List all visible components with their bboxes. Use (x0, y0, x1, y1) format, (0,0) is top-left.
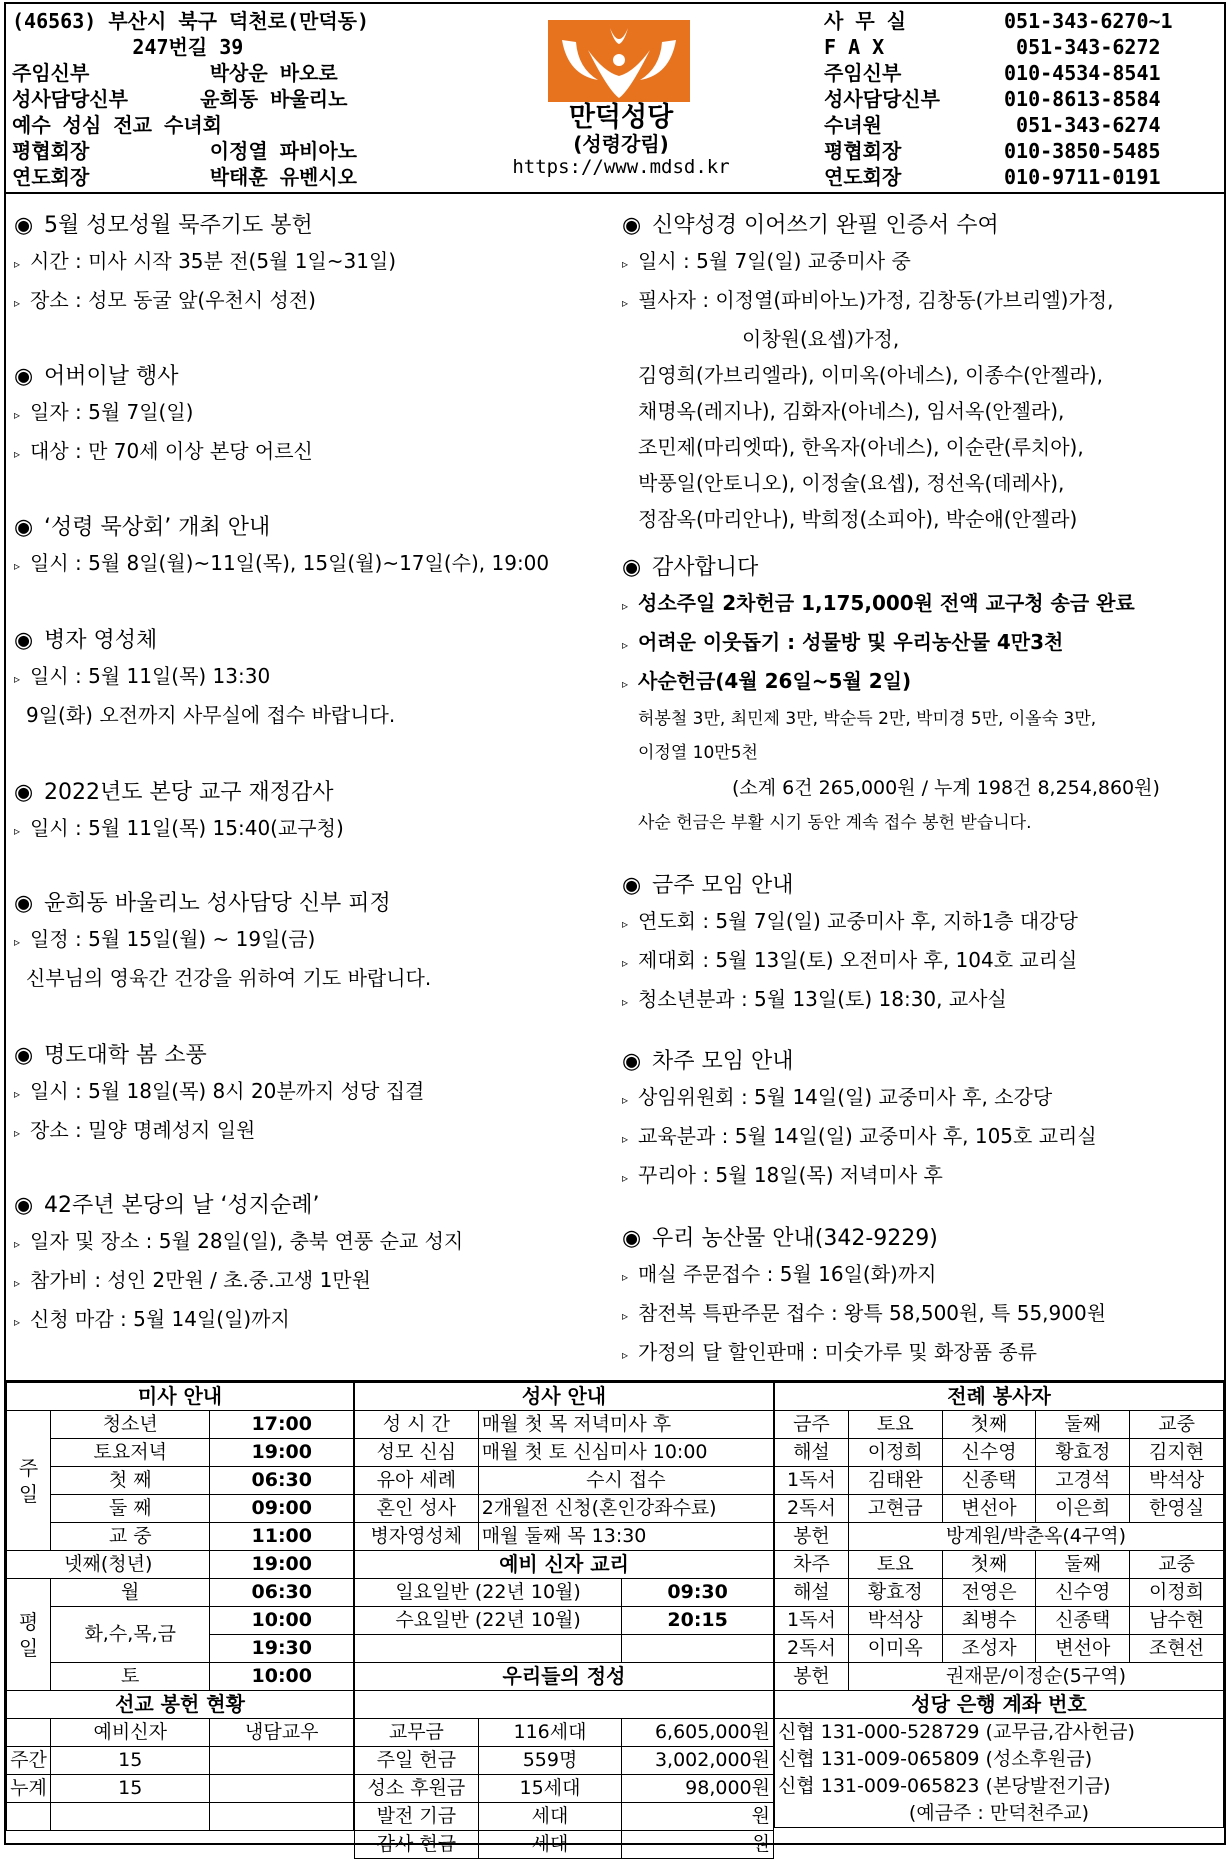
church-subtitle: (성령강림) (573, 132, 669, 156)
triangle-icon: ▹ (14, 824, 21, 838)
notice-extra: 9일(화) 오전까지 사무실에 접수 바랍니다. (26, 703, 396, 727)
notice-left-4 (14, 624, 395, 733)
notice-line (622, 942, 1078, 981)
notice-line (14, 394, 313, 433)
triangle-icon: ▹ (14, 1315, 21, 1329)
liturgy-person: 신수영 (942, 1439, 1036, 1467)
offering-name: 주일 헌금 (355, 1747, 479, 1775)
mass-name: 교 중 (50, 1523, 210, 1551)
liturgy-table (774, 1382, 1224, 1828)
notice-title (14, 360, 313, 394)
notice-line (622, 1118, 1097, 1157)
notice-line (622, 1256, 1106, 1295)
notice-title (14, 887, 431, 921)
church-name: 만덕성당 (568, 102, 674, 133)
notice-line (622, 981, 1078, 1020)
triangle-icon: ▹ (622, 677, 629, 691)
notice-line (622, 903, 1078, 942)
triangle-icon: ▹ (622, 1093, 629, 1107)
bank-line: 신협 131-009-065823 (본당발전기금) (775, 1773, 1224, 1800)
mass-name: 청소년 (50, 1411, 210, 1439)
liturgy-header: 교중 (1130, 1411, 1224, 1439)
catechism-time: 09:30 (622, 1579, 774, 1607)
notice-line (14, 810, 344, 849)
triangle-icon: ▹ (14, 1126, 21, 1140)
donor-line: 허봉철 3만, 최민제 3만, 박순득 2만, 박미경 5만, 이올숙 3만, (638, 709, 1097, 729)
donation-note: 사순 헌금은 부활 시기 동안 계속 접수 봉헌 받습니다. (638, 813, 1032, 833)
notice-left-2 (14, 360, 313, 472)
notice-line-text: 청소년분과 : 5월 13일(토) 18:30, 교사실 (638, 987, 1007, 1011)
notice-line-text: 가정의 달 할인판매 : 미숫가루 및 화장품 종류 (638, 1340, 1037, 1364)
notice-line-text: 대상 : 만 70세 이상 본당 어르신 (30, 439, 313, 463)
mass-name: 토 (50, 1663, 210, 1691)
notice-title-text: 42주년 본당의 날 ‘성지순례’ (44, 1193, 320, 1218)
notice-lines (622, 1079, 1097, 1196)
parish-info: (46563) 부산시 북구 덕천로(만덕동) 247번길 39 주임신부 박상운 바오로 성사담당신부 윤희동 바울리노 예수 성심 전교 수녀회 평협회장 이정열 파비아노 연도회장 박태훈 유벤시오 (12, 9, 370, 189)
notice-bullet-icon: ◉ (14, 780, 34, 805)
contact-numbers: 051-343-6270~1 051-343-6272 010-4534-8541 010-8613-8584 051-343-6274 010-3850-5485 010-9711-0191 (1004, 9, 1173, 189)
offering-amount: 원 (622, 1803, 774, 1831)
sacrament-detail: 매월 첫 토 신심미사 10:00 (478, 1439, 773, 1467)
notice-title-text: 명도대학 봄 소풍 (44, 1043, 207, 1068)
liturgy-header: 둘째 (1036, 1411, 1130, 1439)
catechism-title: 예비 신자 교리 (355, 1551, 774, 1579)
notice-title-text: 2022년도 본당 교구 재정감사 (44, 780, 334, 805)
mission-header: 냉담교우 (210, 1719, 354, 1747)
liturgy-person: 황효정 (1036, 1439, 1130, 1467)
liturgy-person: 조성자 (942, 1635, 1036, 1663)
notice-title (14, 1039, 424, 1073)
sacrament-title: 성사 안내 (355, 1383, 774, 1411)
liturgy-role: 해설 (775, 1439, 849, 1467)
notice-thanks (622, 551, 1160, 840)
notice-title: ◉ 감사합니다 (622, 551, 1160, 585)
liturgy-person: 남수현 (1130, 1607, 1224, 1635)
mass-name: 넷째(청년) (7, 1551, 210, 1579)
liturgy-person: 조현선 (1130, 1635, 1224, 1663)
notice-line: ▹ 어려운 이웃돕기 : 성물방 및 우리농산물 4만3천 (622, 624, 1160, 663)
triangle-icon: ▹ (622, 257, 629, 271)
triangle-icon: ▹ (622, 1348, 629, 1362)
notice-line (14, 282, 396, 321)
bible-name-line: 조민제(마리엣따), 한옥자(아네스), 이순란(루치아), (638, 435, 1084, 459)
liturgy-role: 1독서 (775, 1607, 849, 1635)
triangle-icon: ▹ (622, 1132, 629, 1146)
liturgy-person: 고경석 (1036, 1467, 1130, 1495)
notice-line-text: 신청 마감 : 5월 14일(일)까지 (30, 1307, 290, 1331)
notice-line (622, 1334, 1106, 1373)
offering-count: 세대 (478, 1831, 622, 1859)
notice-title-text: 어버이날 행사 (44, 364, 179, 389)
triangle-icon: ▹ (622, 599, 629, 613)
notice-left-5 (14, 776, 344, 849)
liturgy-person: 신종택 (942, 1467, 1036, 1495)
offering-amount: 3,002,000원 (622, 1747, 774, 1775)
liturgy-person: 김태완 (848, 1467, 942, 1495)
liturgy-header: 토요 (848, 1551, 942, 1579)
church-logo-icon (548, 20, 690, 102)
notice-title: ◉ 금주 모임 안내 (622, 869, 1078, 903)
mass-name: 월 (50, 1579, 210, 1607)
notice-line (14, 1301, 463, 1340)
liturgy-person: 변선아 (942, 1495, 1036, 1523)
offerings-title: 우리들의 정성 (355, 1663, 774, 1691)
sunday-label: 주 일 (7, 1411, 51, 1551)
liturgy-person: 전영은 (942, 1579, 1036, 1607)
weekday-label: 평 일 (7, 1579, 51, 1691)
sacrament-detail: 매월 둘째 목 13:30 (478, 1523, 773, 1551)
triangle-icon: ▹ (14, 1237, 21, 1251)
notice-line-text: 꾸리아 : 5월 18일(목) 저녁미사 후 (638, 1163, 943, 1187)
offering-count: 116세대 (478, 1719, 622, 1747)
bank-line: 신협 131-009-065809 (성소후원금) (775, 1746, 1224, 1773)
offering-amount: 6,605,000원 (622, 1719, 774, 1747)
bottom-tables (6, 1380, 1224, 1855)
mass-title: 미사 안내 (7, 1383, 354, 1411)
sacrament-name: 성모 신심 (355, 1439, 479, 1467)
notice-this-week (622, 869, 1078, 1020)
bulletin-header (6, 4, 1224, 194)
triangle-icon: ▹ (622, 1309, 629, 1323)
mission-value (210, 1775, 354, 1803)
notice-line-text: 일시 : 5월 18일(목) 8시 20분까지 성당 집결 (30, 1079, 425, 1103)
notice-line-text: 연도회 : 5월 7일(일) 교중미사 후, 지하1층 대강당 (638, 909, 1078, 933)
liturgy-header: 토요 (848, 1411, 942, 1439)
mass-time: 10:00 (210, 1607, 354, 1635)
notice-bullet-icon: ◉ (622, 873, 642, 898)
notice-title-text: 윤희동 바울리노 성사담당 신부 피정 (44, 891, 391, 916)
bank-title: 성당 은행 계좌 번호 (775, 1691, 1224, 1719)
triangle-icon: ▹ (622, 296, 629, 310)
notice-line (14, 1223, 463, 1262)
notice-line-text: 참전복 특판주문 접수 : 왕특 58,500원, 특 55,900원 (638, 1301, 1107, 1325)
liturgy-person: 이은희 (1036, 1495, 1130, 1523)
notice-farm (622, 1222, 1106, 1373)
offering-amount: 원 (622, 1831, 774, 1859)
liturgy-header: 첫째 (942, 1551, 1036, 1579)
bank-holder: (예금주 : 만덕천주교) (775, 1800, 1224, 1828)
notice-next-week (622, 1045, 1097, 1196)
notice-lines (622, 903, 1078, 1020)
liturgy-person: 최병수 (942, 1607, 1036, 1635)
offering-name: 감사 헌금 (355, 1831, 479, 1859)
mass-time: 06:30 (210, 1467, 354, 1495)
liturgy-header: 첫째 (942, 1411, 1036, 1439)
triangle-icon: ▹ (14, 1087, 21, 1101)
notice-title (14, 511, 549, 545)
liturgy-offering: 권재문/이정순(5구역) (848, 1663, 1223, 1691)
notice-line (14, 545, 549, 584)
notice-line (14, 1112, 424, 1151)
mass-time: 19:00 (210, 1439, 354, 1467)
notice-bullet-icon: ◉ (14, 891, 34, 916)
triangle-icon: ▹ (14, 935, 21, 949)
notice-line (14, 1073, 424, 1112)
triangle-icon: ▹ (14, 1276, 21, 1290)
catechism-class: 일요일반 (22년 10월) (355, 1579, 622, 1607)
liturgy-header: 둘째 (1036, 1551, 1130, 1579)
notice-title (14, 624, 395, 658)
liturgy-person: 박석상 (848, 1607, 942, 1635)
notice-title (14, 1189, 463, 1223)
notice-line (14, 921, 431, 960)
notice-bullet-icon: ◉ (14, 515, 34, 540)
notice-bullet-icon: ◉ (622, 1049, 642, 1074)
liturgy-header: 교중 (1130, 1551, 1224, 1579)
notice-left-3 (14, 511, 549, 584)
notice-line-text: 상임위원회 : 5월 14일(일) 교중미사 후, 소강당 (638, 1085, 1053, 1109)
mass-name: 토요저녁 (50, 1439, 210, 1467)
donation-sum: (소계 6건 265,000원 / 누계 198건 8,254,860원) (732, 777, 1160, 799)
notice-title (14, 209, 396, 243)
liturgy-role: 2독서 (775, 1495, 849, 1523)
notice-line (622, 1295, 1106, 1334)
mass-time: 10:00 (210, 1663, 354, 1691)
notice-bullet-icon: ◉ (14, 213, 34, 238)
triangle-icon: ▹ (14, 447, 21, 461)
liturgy-person: 고현금 (848, 1495, 942, 1523)
mass-name: 둘 째 (50, 1495, 210, 1523)
liturgy-role: 봉헌 (775, 1523, 849, 1551)
notice-bullet-icon: ◉ (14, 628, 34, 653)
sacrament-name: 성 시 간 (355, 1411, 479, 1439)
bulletin-page (4, 2, 1226, 1855)
triangle-icon: ▹ (622, 638, 629, 652)
bible-name-line: 박풍일(안토니오), 이정술(요셉), 정선옥(데레사), (638, 471, 1065, 495)
notice-line-text: 일자 및 장소 : 5월 28일(일), 충북 연풍 순교 성지 (30, 1229, 464, 1253)
notice-left-6 (14, 887, 431, 996)
notice-left-1 (14, 209, 396, 321)
liturgy-offering: 방계원/박춘옥(4구역) (848, 1523, 1223, 1551)
notice-line-text: 교육분과 : 5월 14일(일) 교중미사 후, 105호 교리실 (638, 1124, 1097, 1148)
liturgy-header: 금주 (775, 1411, 849, 1439)
notice-line (14, 1262, 463, 1301)
liturgy-person: 이정희 (1130, 1579, 1224, 1607)
notice-bullet-icon: ◉ (14, 364, 34, 389)
notice-line-text: 장소 : 성모 동굴 앞(우천시 성전) (30, 288, 316, 312)
notice-title-text: 병자 영성체 (44, 628, 158, 653)
liturgy-role: 해설 (775, 1579, 849, 1607)
mass-time: 17:00 (210, 1411, 354, 1439)
triangle-icon: ▹ (14, 672, 21, 686)
notice-line-text: 참가비 : 성인 2만원 / 초.중.고생 1만원 (30, 1268, 371, 1292)
mass-name: 화,수,목,금 (50, 1607, 210, 1663)
liturgy-person: 박석상 (1130, 1467, 1224, 1495)
notice-bullet-icon: ◉ (622, 555, 642, 580)
triangle-icon: ▹ (622, 1171, 629, 1185)
triangle-icon: ▹ (622, 956, 629, 970)
notice-line-text: 일정 : 5월 15일(월) ~ 19일(금) (30, 927, 316, 951)
triangle-icon: ▹ (14, 408, 21, 422)
notice-line-text: 일자 : 5월 7일(일) (30, 400, 194, 424)
notice-line: ▹ 성소주일 2차헌금 1,175,000원 전액 교구청 송금 완료 (622, 585, 1160, 624)
liturgy-person: 황효정 (848, 1579, 942, 1607)
notice-line: ▹ 일시 : 5월 7일(일) 교중미사 중 (622, 243, 1113, 282)
liturgy-person: 신종택 (1036, 1607, 1130, 1635)
notice-line (14, 433, 313, 472)
liturgy-person: 김지현 (1130, 1439, 1224, 1467)
bank-line: 신협 131-000-528729 (교무금,감사헌금) (775, 1719, 1224, 1747)
liturgy-role: 1독서 (775, 1467, 849, 1495)
notice-title-text: 5월 성모성월 묵주기도 봉헌 (44, 213, 313, 238)
mass-time: 19:30 (210, 1635, 354, 1663)
triangle-icon: ▹ (622, 917, 629, 931)
mass-table (6, 1382, 354, 1831)
mass-name: 첫 째 (50, 1467, 210, 1495)
notice-line-text: 일시 : 5월 11일(목) 13:30 (30, 664, 271, 688)
triangle-icon: ▹ (14, 559, 21, 573)
notice-line-text: 장소 : 밀양 명례성지 일원 (30, 1118, 256, 1142)
liturgy-role: 봉헌 (775, 1663, 849, 1691)
offering-name: 성소 후원금 (355, 1775, 479, 1803)
notice-line (14, 243, 396, 282)
notice-line: ▹ 사순헌금(4월 26일~5월 2일) (622, 663, 1160, 702)
sacrament-detail: 수시 접수 (478, 1467, 773, 1495)
bible-name-line: 채명옥(레지나), 김화자(아네스), 임서옥(안젤라), (638, 399, 1065, 423)
mission-header: 예비신자 (50, 1719, 210, 1747)
offering-count: 세대 (478, 1803, 622, 1831)
offering-name: 발전 기금 (355, 1803, 479, 1831)
triangle-icon: ▹ (14, 257, 21, 271)
notice-extra: 신부님의 영육간 건강을 위하여 기도 바랍니다. (26, 966, 432, 990)
notice-title: ◉ 차주 모임 안내 (622, 1045, 1097, 1079)
bible-name-line: 김영희(가브리엘라), 이미옥(아네스), 이종수(안젤라), (638, 363, 1104, 387)
mission-row-label: 누계 (7, 1775, 51, 1803)
notice-bible (622, 209, 1113, 537)
notice-line (622, 1157, 1097, 1196)
notice-left-7 (14, 1039, 424, 1151)
notice-line (622, 1079, 1097, 1118)
notice-left-8 (14, 1189, 463, 1340)
sacrament-detail: 2개월전 신청(혼인강좌수료) (478, 1495, 773, 1523)
catechism-time: 20:15 (622, 1607, 774, 1635)
liturgy-title: 전례 봉사자 (775, 1383, 1224, 1411)
mission-title: 선교 봉헌 현황 (7, 1691, 354, 1719)
mission-value: 15 (50, 1747, 210, 1775)
triangle-icon: ▹ (14, 296, 21, 310)
notice-title: ◉ 신약성경 이어쓰기 완필 인증서 수여 (622, 209, 1113, 243)
liturgy-person: 이미옥 (848, 1635, 942, 1663)
liturgy-person: 신수영 (1036, 1579, 1130, 1607)
notice-bullet-icon: ◉ (622, 213, 642, 238)
notice-bullet-icon: ◉ (14, 1193, 34, 1218)
mass-time: 19:00 (210, 1551, 354, 1579)
liturgy-header: 차주 (775, 1551, 849, 1579)
mass-time: 11:00 (210, 1523, 354, 1551)
offering-count: 559명 (478, 1747, 622, 1775)
offering-amount: 98,000원 (622, 1775, 774, 1803)
sacrament-name: 유아 세례 (355, 1467, 479, 1495)
sacrament-table (354, 1382, 774, 1859)
notice-line: 이창원(요셉)가정, (742, 327, 900, 351)
liturgy-person: 변선아 (1036, 1635, 1130, 1663)
notice-title-text: ‘성령 묵상회’ 개최 안내 (44, 515, 271, 540)
notice-title (14, 776, 344, 810)
mission-row-label: 주간 (7, 1747, 51, 1775)
contact-labels: 사 무 실 F A X 주임신부 성사담당신부 수녀원 평협회장 연도회장 (824, 9, 940, 189)
notice-line-text: 시간 : 미사 시작 35분 전(5월 1일~31일) (30, 249, 397, 273)
notice-line: ▹ 필사자 : 이정열(파비아노)가정, 김창동(가브리엘)가정, (622, 282, 1113, 321)
offering-count: 15세대 (478, 1775, 622, 1803)
notice-line-text: 일시 : 5월 11일(목) 15:40(교구청) (30, 816, 344, 840)
bible-names (622, 357, 1113, 537)
triangle-icon: ▹ (622, 1270, 629, 1284)
liturgy-person: 이정희 (848, 1439, 942, 1467)
notice-line-text: 매실 주문접수 : 5월 16일(화)까지 (638, 1262, 937, 1286)
liturgy-person: 한영실 (1130, 1495, 1224, 1523)
mission-value: 15 (50, 1775, 210, 1803)
notice-title: ◉ 우리 농산물 안내(342-9229) (622, 1222, 1106, 1256)
offering-name: 교무금 (355, 1719, 479, 1747)
liturgy-role: 2독서 (775, 1635, 849, 1663)
church-url-link[interactable]: https://www.mdsd.kr (512, 156, 730, 178)
mass-time: 09:00 (210, 1495, 354, 1523)
triangle-icon: ▹ (622, 995, 629, 1009)
mass-time: 06:30 (210, 1579, 354, 1607)
bible-name-line: 정잠옥(마리안나), 박희정(소피아), 박순애(안젤라) (638, 507, 1078, 531)
catechism-class: 수요일반 (22년 10월) (355, 1607, 622, 1635)
notice-lines (622, 1256, 1106, 1373)
notice-bullet-icon: ◉ (622, 1226, 642, 1251)
mission-value (210, 1747, 354, 1775)
notice-line-text: 일시 : 5월 8일(월)~11일(목), 15일(월)~17일(수), 19:00 (30, 551, 550, 575)
mission-header (7, 1719, 51, 1747)
sacrament-name: 병자영성체 (355, 1523, 479, 1551)
donor-line: 이정열 10만5천 (638, 743, 758, 763)
notice-line (14, 658, 395, 697)
notice-line-text: 제대회 : 5월 13일(토) 오전미사 후, 104호 교리실 (638, 948, 1078, 972)
sacrament-name: 혼인 성사 (355, 1495, 479, 1523)
sacrament-detail: 매월 첫 목 저녁미사 후 (478, 1411, 773, 1439)
notice-bullet-icon: ◉ (14, 1043, 34, 1068)
